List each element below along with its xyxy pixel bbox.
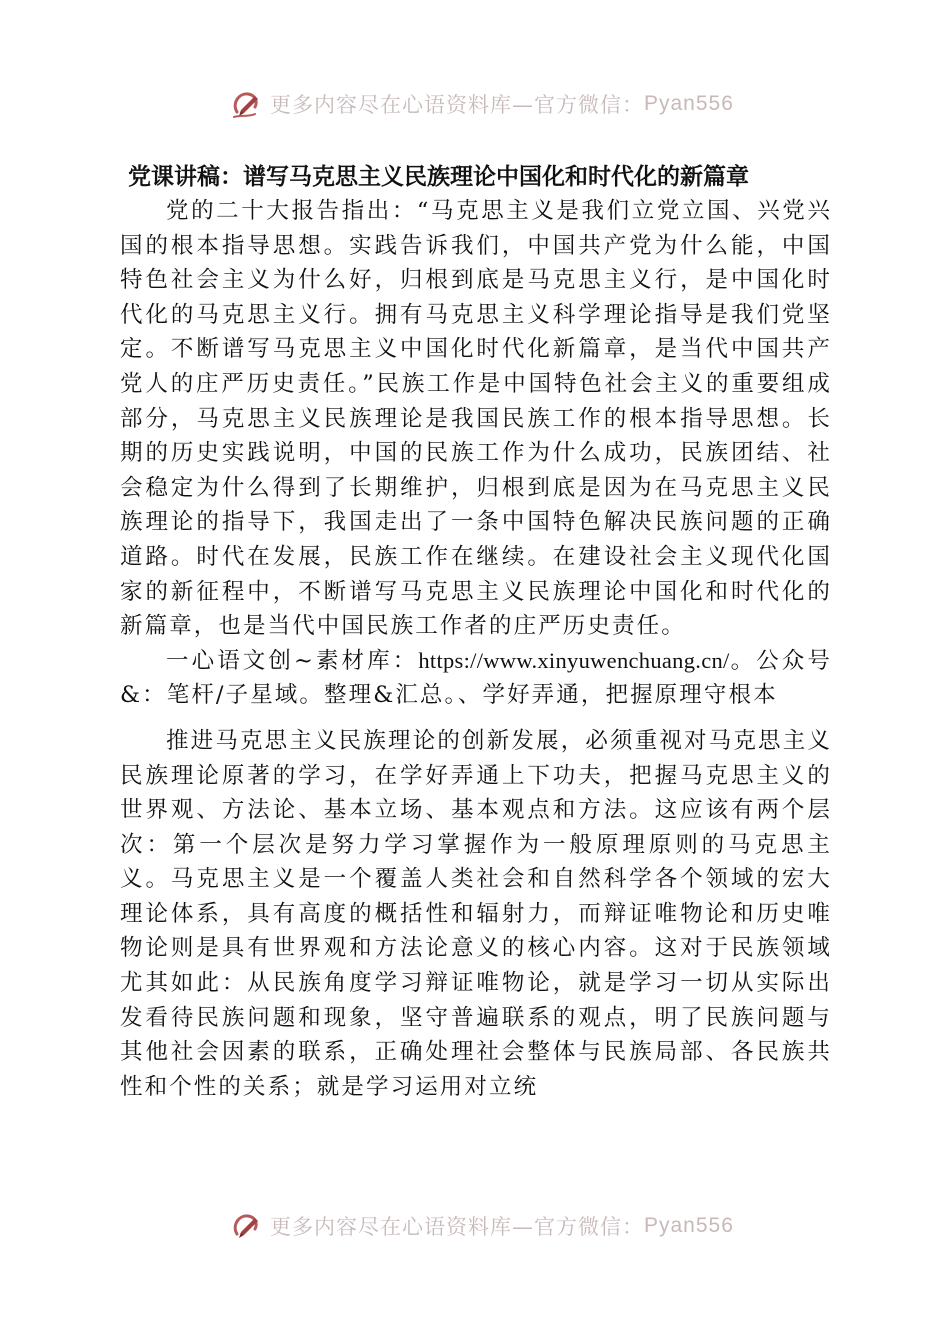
watermark-wechat-id: Pyan556 [644,1214,734,1237]
paragraph-intro: 党的二十大报告指出：“马克思主义是我们立党立国、兴党兴国的根本指导思想。实践告诉我们，中国共产党为什么能，中国特色社会主义为什么好，归根到底是马克思主义行，是中国化时代化的马克思主义行。拥有马克思主义科学理论指导是我们党坚定。不断谱写马克思主义中国化时代化新篇章，是当代中国共产党人的庄严历史责任。”民族工作是中国特色社会主义的重要组成部分，马克思主义民族理论是我国民族工作的根本指导思想。长期的历史实践说明，中国的民族工作为什么成功，民族团结、社会稳定为什么得到了长期维护，归根到底是因为在马克思主义民族理论的指导下，我国走出了一条中国特色解决民族问题的正确道路。时代在发展，民族工作在继续。在建设社会主义现代化国家的新征程中，不断谱写马克思主义民族理论中国化和时代化的新篇章，也是当代中国民族工作者的庄严历史责任。 [120,198,832,640]
paragraph-study: 推进马克思主义民族理论的创新发展，必须重视对马克思主义民族理论原著的学习，在学好弄通上下功夫，把握马克思主义的世界观、方法论、基本立场、基本观点和方法。这应该有两个层次：第一个层次是努力学习掌握作为一般原理原则的马克思主义。马克思主义是一个覆盖人类社会和自然科学各个领域的宏大理论体系，具有高度的概括性和辐射力，而辩证唯物论和历史唯物论则是具有世界观和方法论意义的核心内容。这对于民族领域尤其如此：从民族角度学习辩证唯物论，就是学习一切从实际出发看待民族问题和现象，坚守普遍联系的观点，明了民族问题与其他社会因素的联系，正确处理社会整体与民族局部、各民族共性和个性的关系；就是学习运用对立统 [120,727,832,1100]
watermark-wechat-id: Pyan556 [644,92,734,115]
source-note-suffix: 。公众号&：笔杆/子星域。整理&汇总。、学好弄通，把握原理守根本 [120,647,832,709]
paragraph-source-note [120,644,832,713]
document-body [120,160,832,1104]
pen-logo-icon [228,1208,264,1238]
source-note-prefix: 一心语文创~素材库： [166,647,419,674]
document-title: 党课讲稿：谱写马克思主义民族理论中国化和时代化的新篇章 [128,164,749,190]
pen-logo-icon [228,86,264,122]
watermark-text: 更多内容尽在心语资料库—官方微信： [270,1215,644,1238]
watermark-text: 更多内容尽在心语资料库—官方微信： [270,93,644,117]
footer-watermark [228,1204,734,1238]
source-url: https://www.xinyuwenchuang.cn/ [418,647,730,673]
header-watermark [228,84,734,124]
